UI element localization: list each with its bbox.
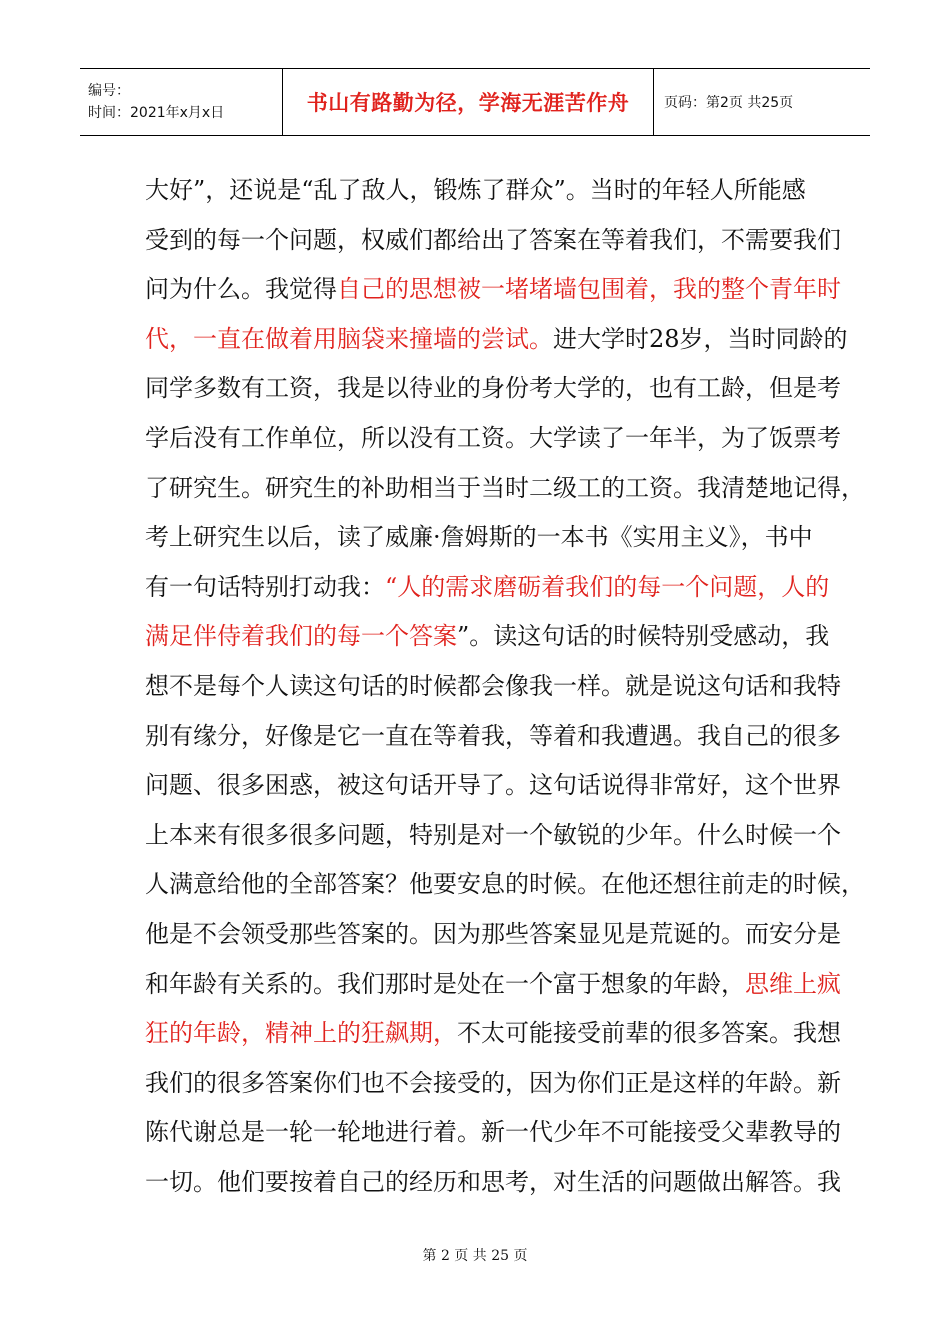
text-line [145,761,841,811]
text-line [145,265,841,315]
text-line [145,612,830,662]
text-segment: ”。读这句话的时候特别受感动，我 [457,622,830,651]
page-header [80,68,870,136]
text-segment: 别有缘分，好像是它一直在等着我，等着和我遭遇。我自己的很多 [145,721,841,750]
text-segment: 我们的很多答案你们也不会接受的，因为你们正是这样的年龄。新 [145,1068,841,1097]
text-segment: 一切。他们要按着自己的经历和思考，对生活的问题做出解答。我 [145,1167,841,1196]
highlighted-text: 思维上疯 [745,969,841,998]
header-motto: 书山有路勤为径，学海无涯苦作舟 [306,91,630,115]
text-segment: 陈代谢总是一轮一轮地进行着。新一代少年不可能接受父辈教导的 [145,1118,841,1147]
text-segment: 了研究生。研究生的补助相当于当时二级工的工资。我清楚地记得， [145,473,865,502]
text-segment: 考上研究生以后，读了威廉·詹姆斯的一本书《实用主义》，书中 [145,523,813,552]
text-segment: 学后没有工作单位，所以没有工资。大学读了一年半，为了饭票考 [145,423,841,452]
text-line [145,1059,841,1109]
document-date: 时间：2021年x月x日 [88,105,225,121]
text-segment: 进大学时28岁，当时同龄的 [553,324,848,353]
text-line [145,712,841,762]
body-text [145,166,865,1207]
header-meta [80,69,282,135]
document-number-label: 编号： [88,83,130,99]
text-segment: 问为什么。我觉得 [145,275,337,304]
highlighted-text: “人的需求磨砺着我们的每一个问题，人的 [385,572,830,601]
text-segment: 大好”，还说是“乱了敌人，锻炼了群众”。当时的年轻人所能感 [145,176,806,204]
text-line [145,910,841,960]
text-line [145,1009,841,1059]
text-line [145,315,848,365]
text-line [145,662,841,712]
highlighted-text: 代，一直在做着用脑袋来撞墙的尝试。 [145,324,553,353]
text-segment: 同学多数有工资，我是以待业的身份考大学的，也有工龄，但是考 [145,374,841,403]
highlighted-text: 满足伴侍着我们的每一个答案 [145,622,457,651]
text-line [145,216,841,266]
text-line [145,1108,841,1158]
highlighted-text: 狂的年龄，精神上的狂飙期， [145,1019,457,1048]
text-line [145,414,841,464]
text-segment: 问题、很多困惑，被这句话开导了。这句话说得非常好，这个世界 [145,771,841,800]
text-line [145,563,830,613]
footer-page-number: 第 2 页 共 25 页 [422,1248,528,1264]
header-page-cell [654,69,870,135]
text-segment: 人满意给他的全部答案？他要安息的时候。在他还想往前走的时候， [145,870,865,899]
text-line [145,364,841,414]
text-line [145,960,841,1010]
text-line [145,464,865,514]
text-line [145,166,820,216]
text-segment: 有一句话特别打动我： [145,572,385,601]
page-footer [0,1245,950,1265]
text-segment: 受到的每一个问题，权威们都给出了答案在等着我们，不需要我们 [145,225,841,254]
text-line [145,811,841,861]
text-segment: 不太可能接受前辈的很多答案。我想 [457,1019,841,1048]
text-line [145,860,865,910]
text-segment: 上本来有很多很多问题，特别是对一个敏锐的少年。什么时候一个 [145,820,841,849]
text-segment: 想不是每个人读这句话的时候都会像我一样。就是说这句话和我特 [145,671,841,700]
text-segment: 和年龄有关系的。我们那时是处在一个富于想象的年龄， [145,969,745,998]
header-page-number: 页码：第2页 共25页 [664,95,794,111]
text-line [145,1158,841,1208]
header-motto-cell [282,69,654,135]
highlighted-text: 自己的思想被一堵堵墙包围着，我的整个青年时 [337,275,841,304]
text-line [145,513,820,563]
text-segment: 他是不会领受那些答案的。因为那些答案显见是荒诞的。而安分是 [145,919,841,948]
